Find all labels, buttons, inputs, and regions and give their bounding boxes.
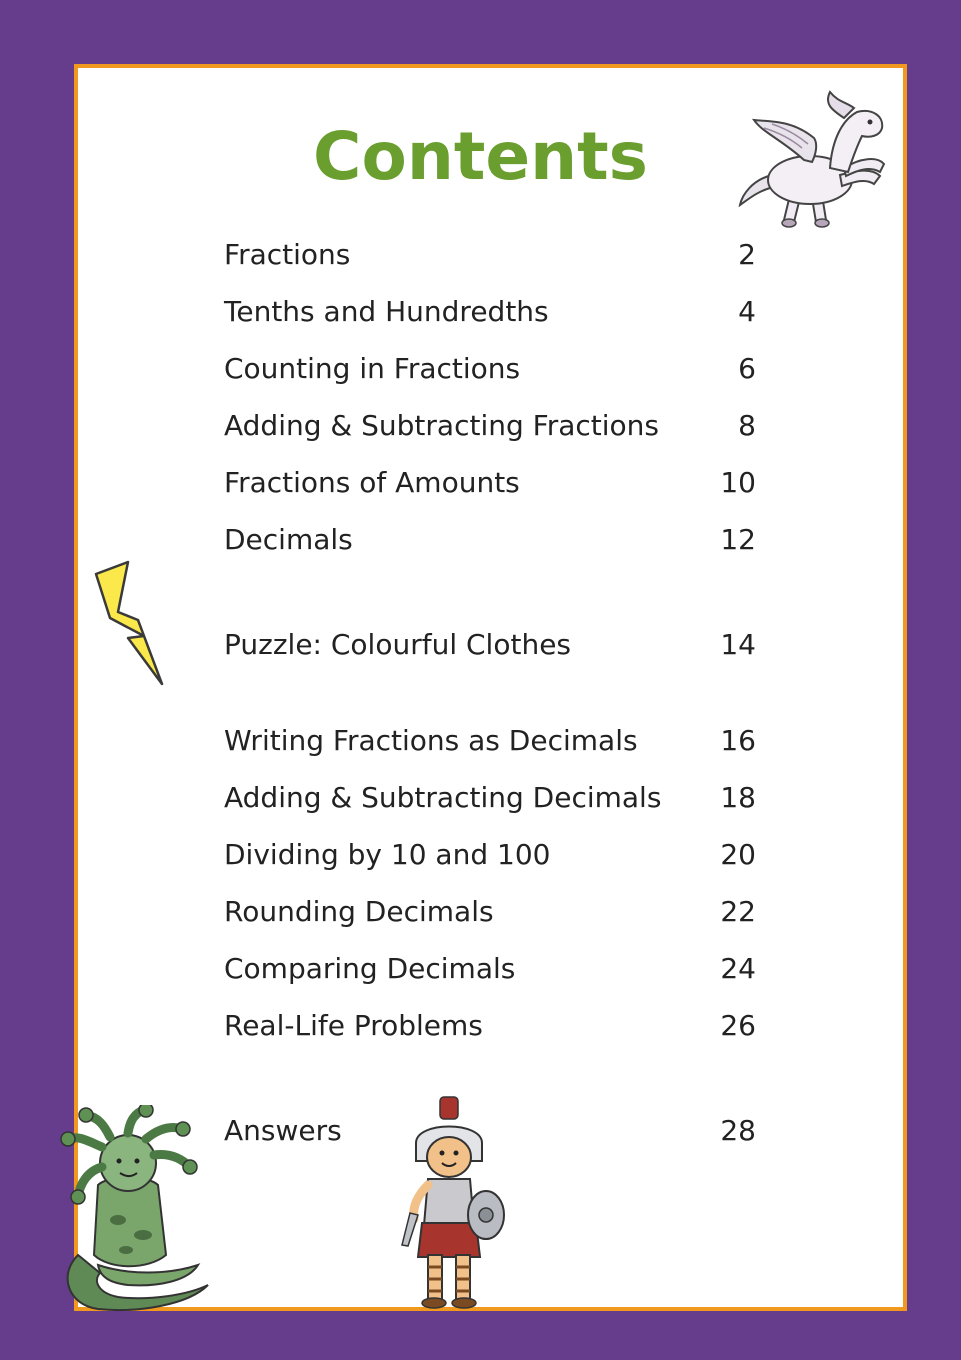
toc-entry-page: 20 <box>720 838 756 871</box>
toc-entry[interactable] <box>224 352 756 392</box>
toc-entry-page: 2 <box>738 238 756 271</box>
roman-soldier-icon <box>398 1095 510 1311</box>
toc-entry[interactable] <box>224 1009 756 1049</box>
toc-entry-label: Comparing Decimals <box>224 952 516 985</box>
toc-entry-page: 6 <box>738 352 756 385</box>
toc-entry[interactable] <box>224 724 756 764</box>
toc-entry-page: 8 <box>738 409 756 442</box>
toc-entry[interactable] <box>224 895 756 935</box>
toc-entry-label: Decimals <box>224 523 353 556</box>
toc-entry-page: 24 <box>720 952 756 985</box>
toc-entry[interactable] <box>224 952 756 992</box>
toc-entry-page: 26 <box>720 1009 756 1042</box>
toc-entry-label: Puzzle: Colourful Clothes <box>224 628 572 661</box>
toc-entry[interactable] <box>224 628 756 668</box>
toc-entry-label: Rounding Decimals <box>224 895 494 928</box>
toc-entry-label: Dividing by 10 and 100 <box>224 838 551 871</box>
toc-entry[interactable] <box>224 409 756 449</box>
toc-entry-label: Fractions of Amounts <box>224 466 520 499</box>
toc-entry-page: 12 <box>720 523 756 556</box>
toc-entry-label: Real-Life Problems <box>224 1009 483 1042</box>
toc-entry-label: Writing Fractions as Decimals <box>224 724 638 757</box>
toc-entry[interactable] <box>224 238 756 278</box>
toc-entry-label: Adding & Subtracting Decimals <box>224 781 662 814</box>
toc-entry[interactable] <box>224 781 756 821</box>
toc-entry[interactable] <box>224 838 756 878</box>
toc-entry-label: Answers <box>224 1114 342 1147</box>
page-title: Contents <box>313 118 648 195</box>
toc-entry-page: 28 <box>720 1114 756 1147</box>
toc-entry-page: 14 <box>720 628 756 661</box>
toc-entry[interactable] <box>224 523 756 563</box>
toc-entry-label: Counting in Fractions <box>224 352 521 385</box>
toc-entry-page: 10 <box>720 466 756 499</box>
pegasus-icon <box>732 80 897 240</box>
toc-entry-page: 22 <box>720 895 756 928</box>
toc-entry-label: Tenths and Hundredths <box>224 295 549 328</box>
toc-entry-page: 18 <box>720 781 756 814</box>
toc-entry-page: 16 <box>720 724 756 757</box>
lightning-bolt-icon <box>92 560 167 690</box>
toc-entry[interactable] <box>224 295 756 335</box>
toc-entry-label: Adding & Subtracting Fractions <box>224 409 660 442</box>
toc-entry-page: 4 <box>738 295 756 328</box>
medusa-icon <box>38 1105 223 1317</box>
toc-entry[interactable] <box>224 466 756 506</box>
toc-entry-label: Fractions <box>224 238 351 271</box>
